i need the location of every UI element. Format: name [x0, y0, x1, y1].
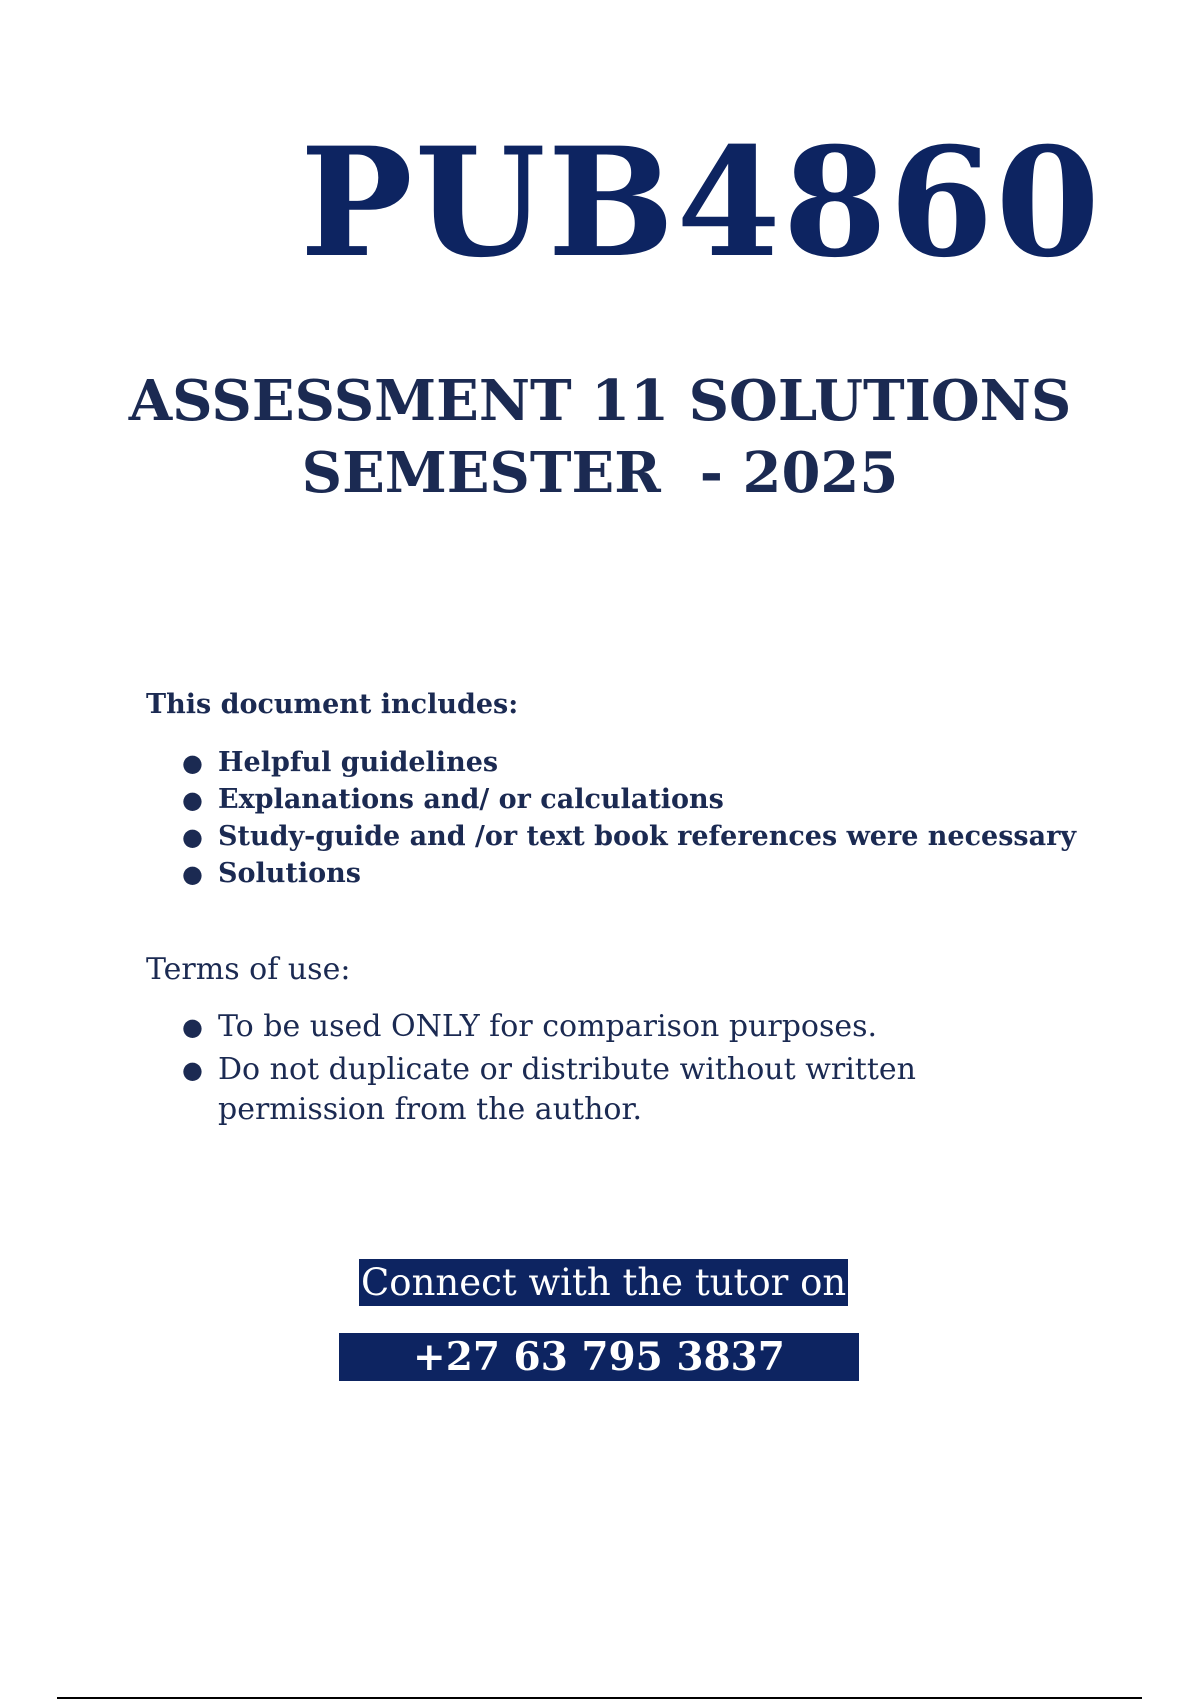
terms-item-text: To be used ONLY for comparison purposes. — [218, 1009, 878, 1044]
tutor-phone-number: +27 63 795 3837 — [339, 1333, 859, 1381]
assessment-heading-line-2: SEMESTER - 2025 — [301, 440, 899, 506]
bullet-icon: ● — [182, 748, 203, 777]
connect-with-tutor-label: Connect with the tutor on — [361, 1261, 847, 1304]
bullet-icon: ● — [182, 822, 203, 851]
includes-item-text: Helpful guidelines — [218, 747, 499, 778]
includes-list — [146, 744, 1146, 892]
terms-list — [146, 1007, 1146, 1130]
includes-item-text: Solutions — [218, 858, 361, 889]
list-item — [182, 1007, 1146, 1047]
terms-section — [146, 951, 1146, 1133]
includes-title: This document includes: — [146, 689, 519, 720]
list-item — [182, 855, 1146, 892]
assessment-heading-line-1: ASSESSMENT 11 SOLUTIONS — [128, 368, 1072, 434]
bullet-icon: ● — [182, 785, 203, 814]
includes-item-text: Study-guide and /or text book references were necessary — [218, 821, 1077, 852]
list-item — [182, 744, 1146, 781]
bullet-icon: ● — [182, 1056, 203, 1084]
bottom-divider — [57, 1697, 1142, 1699]
assessment-heading — [0, 365, 1200, 509]
terms-title: Terms of use: — [146, 952, 351, 987]
terms-item-text: Do not duplicate or distribute without written permission from the author. — [218, 1052, 916, 1127]
includes-section — [146, 688, 1146, 892]
bullet-icon: ● — [182, 1013, 203, 1041]
bullet-icon: ● — [182, 859, 203, 888]
list-item — [182, 781, 1146, 818]
list-item — [182, 818, 1146, 855]
includes-item-text: Explanations and/ or calculations — [218, 784, 724, 815]
list-item — [182, 1050, 1146, 1130]
course-code-title: PUB4860 — [300, 115, 1102, 291]
